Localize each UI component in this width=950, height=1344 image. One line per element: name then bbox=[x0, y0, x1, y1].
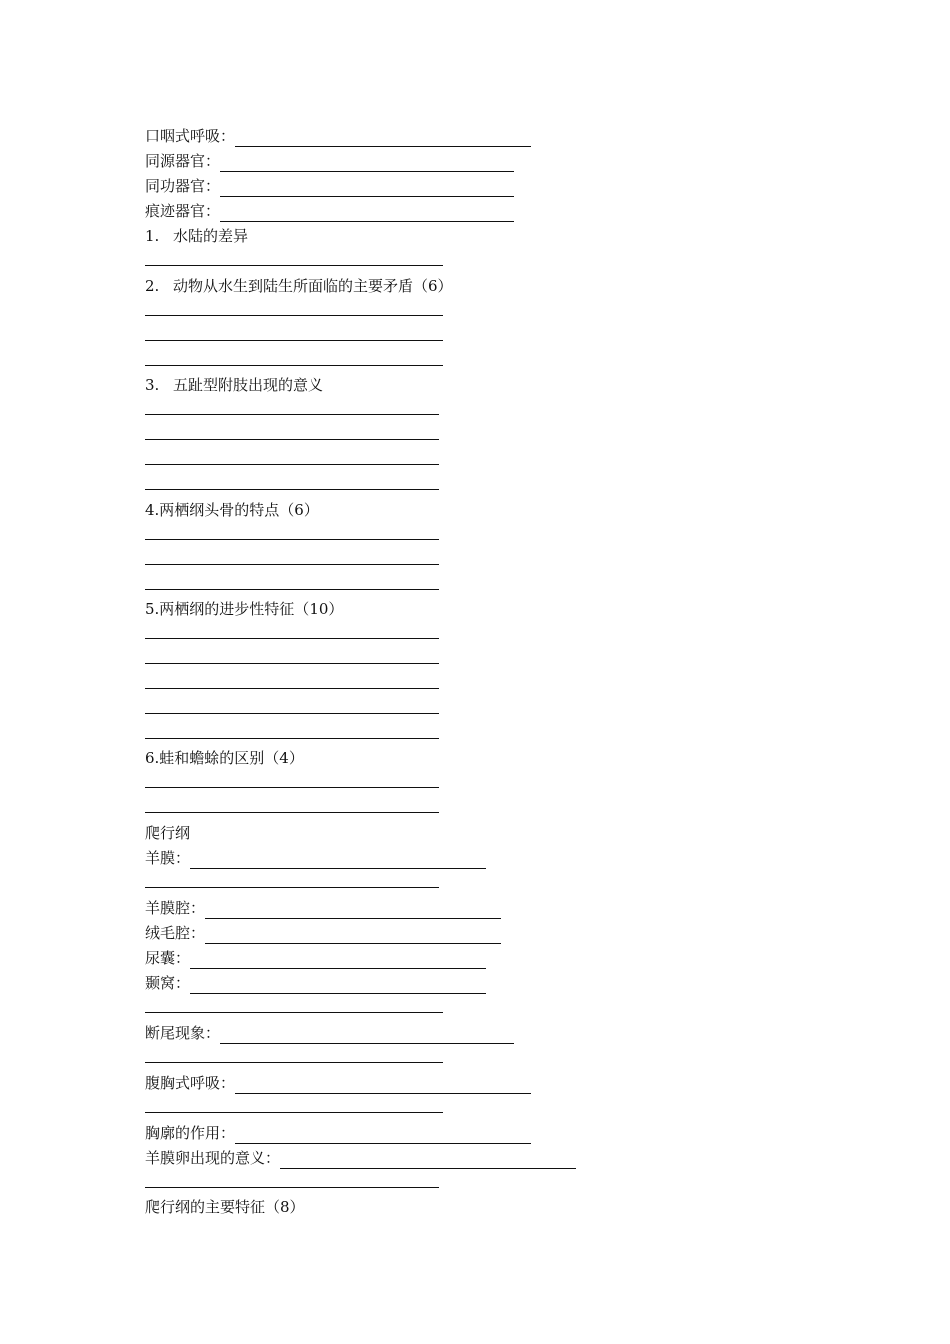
answer-blank[interactable] bbox=[205, 929, 501, 944]
answer-line[interactable] bbox=[145, 414, 439, 415]
answer-line[interactable] bbox=[145, 464, 439, 465]
term-row-costal-breathing bbox=[145, 1069, 531, 1094]
term-row-amnion bbox=[145, 844, 486, 869]
answer-line[interactable] bbox=[145, 738, 439, 739]
question-1 bbox=[145, 222, 248, 247]
answer-line[interactable] bbox=[145, 713, 439, 714]
term-label: 尿囊： bbox=[145, 949, 191, 967]
question-2 bbox=[145, 272, 453, 297]
question-5 bbox=[145, 595, 343, 620]
question-3 bbox=[145, 371, 323, 396]
answer-line[interactable] bbox=[145, 340, 443, 341]
answer-line[interactable] bbox=[145, 887, 439, 888]
question-number: 2. bbox=[145, 277, 160, 295]
term-row-temporal-fossa bbox=[145, 969, 486, 994]
answer-blank[interactable] bbox=[205, 904, 501, 919]
question-text: 4.两栖纲头骨的特点（6） bbox=[145, 501, 319, 519]
answer-line[interactable] bbox=[145, 365, 443, 366]
question-text: 五趾型附肢出现的意义 bbox=[173, 376, 324, 394]
term-row-amniotic-egg-significance bbox=[145, 1144, 576, 1169]
term-row-allantois bbox=[145, 944, 486, 969]
answer-line[interactable] bbox=[145, 638, 439, 639]
answer-blank[interactable] bbox=[235, 1129, 531, 1144]
answer-line[interactable] bbox=[145, 315, 443, 316]
question-6 bbox=[145, 744, 304, 769]
term-row-tail-autotomy bbox=[145, 1019, 514, 1044]
question-reptile-features bbox=[145, 1193, 305, 1218]
term-label: 同源器官： bbox=[145, 152, 221, 170]
term-row-vestigial-organ bbox=[145, 197, 514, 222]
term-label: 羊膜卵出现的意义： bbox=[145, 1149, 281, 1167]
term-label: 口咽式呼吸： bbox=[145, 127, 236, 145]
term-row-amniotic-cavity bbox=[145, 894, 501, 919]
answer-line[interactable] bbox=[145, 812, 439, 813]
answer-line[interactable] bbox=[145, 564, 439, 565]
answer-blank[interactable] bbox=[220, 207, 514, 222]
answer-blank[interactable] bbox=[190, 979, 486, 994]
term-label: 羊膜： bbox=[145, 849, 191, 867]
question-text: 动物从水生到陆生所面临的主要矛盾（6） bbox=[173, 277, 453, 295]
question-text: 6.蛙和蟾蜍的区别（4） bbox=[145, 749, 304, 767]
term-row-chorionic-cavity bbox=[145, 919, 501, 944]
term-label: 同功器官： bbox=[145, 177, 221, 195]
answer-line[interactable] bbox=[145, 265, 443, 266]
term-label: 断尾现象： bbox=[145, 1024, 221, 1042]
answer-line[interactable] bbox=[145, 1112, 443, 1113]
answer-blank[interactable] bbox=[220, 1029, 514, 1044]
answer-line[interactable] bbox=[145, 787, 439, 788]
answer-blank[interactable] bbox=[280, 1154, 576, 1169]
answer-blank[interactable] bbox=[235, 132, 531, 147]
answer-blank[interactable] bbox=[220, 157, 514, 172]
answer-line[interactable] bbox=[145, 439, 439, 440]
answer-line[interactable] bbox=[145, 663, 439, 664]
question-4 bbox=[145, 496, 319, 521]
answer-line[interactable] bbox=[145, 1187, 439, 1188]
term-label: 胸廓的作用： bbox=[145, 1124, 236, 1142]
answer-line[interactable] bbox=[145, 489, 439, 490]
answer-blank[interactable] bbox=[190, 854, 486, 869]
term-label: 羊膜腔： bbox=[145, 899, 206, 917]
question-text: 5.两栖纲的进步性特征（10） bbox=[145, 600, 344, 618]
term-label: 颞窝： bbox=[145, 974, 191, 992]
answer-line[interactable] bbox=[145, 688, 439, 689]
answer-blank[interactable] bbox=[220, 182, 514, 197]
answer-line[interactable] bbox=[145, 539, 439, 540]
answer-line[interactable] bbox=[145, 589, 439, 590]
term-label: 痕迹器官： bbox=[145, 202, 221, 220]
term-row-thorax-function bbox=[145, 1119, 531, 1144]
term-label: 腹胸式呼吸： bbox=[145, 1074, 236, 1092]
question-number: 1. bbox=[145, 227, 160, 245]
question-text: 水陆的差异 bbox=[173, 227, 249, 245]
section-heading: 爬行纲 bbox=[145, 824, 191, 842]
section-heading-reptilia bbox=[145, 819, 190, 844]
term-row-oropharyngeal-breathing bbox=[145, 122, 531, 147]
answer-line[interactable] bbox=[145, 1012, 443, 1013]
term-row-homologous-organ bbox=[145, 147, 514, 172]
answer-blank[interactable] bbox=[235, 1079, 531, 1094]
question-text: 爬行纲的主要特征（8） bbox=[145, 1198, 305, 1216]
answer-blank[interactable] bbox=[190, 954, 486, 969]
question-number: 3. bbox=[145, 376, 160, 394]
term-label: 绒毛腔： bbox=[145, 924, 206, 942]
answer-line[interactable] bbox=[145, 1062, 443, 1063]
term-row-analogous-organ bbox=[145, 172, 514, 197]
